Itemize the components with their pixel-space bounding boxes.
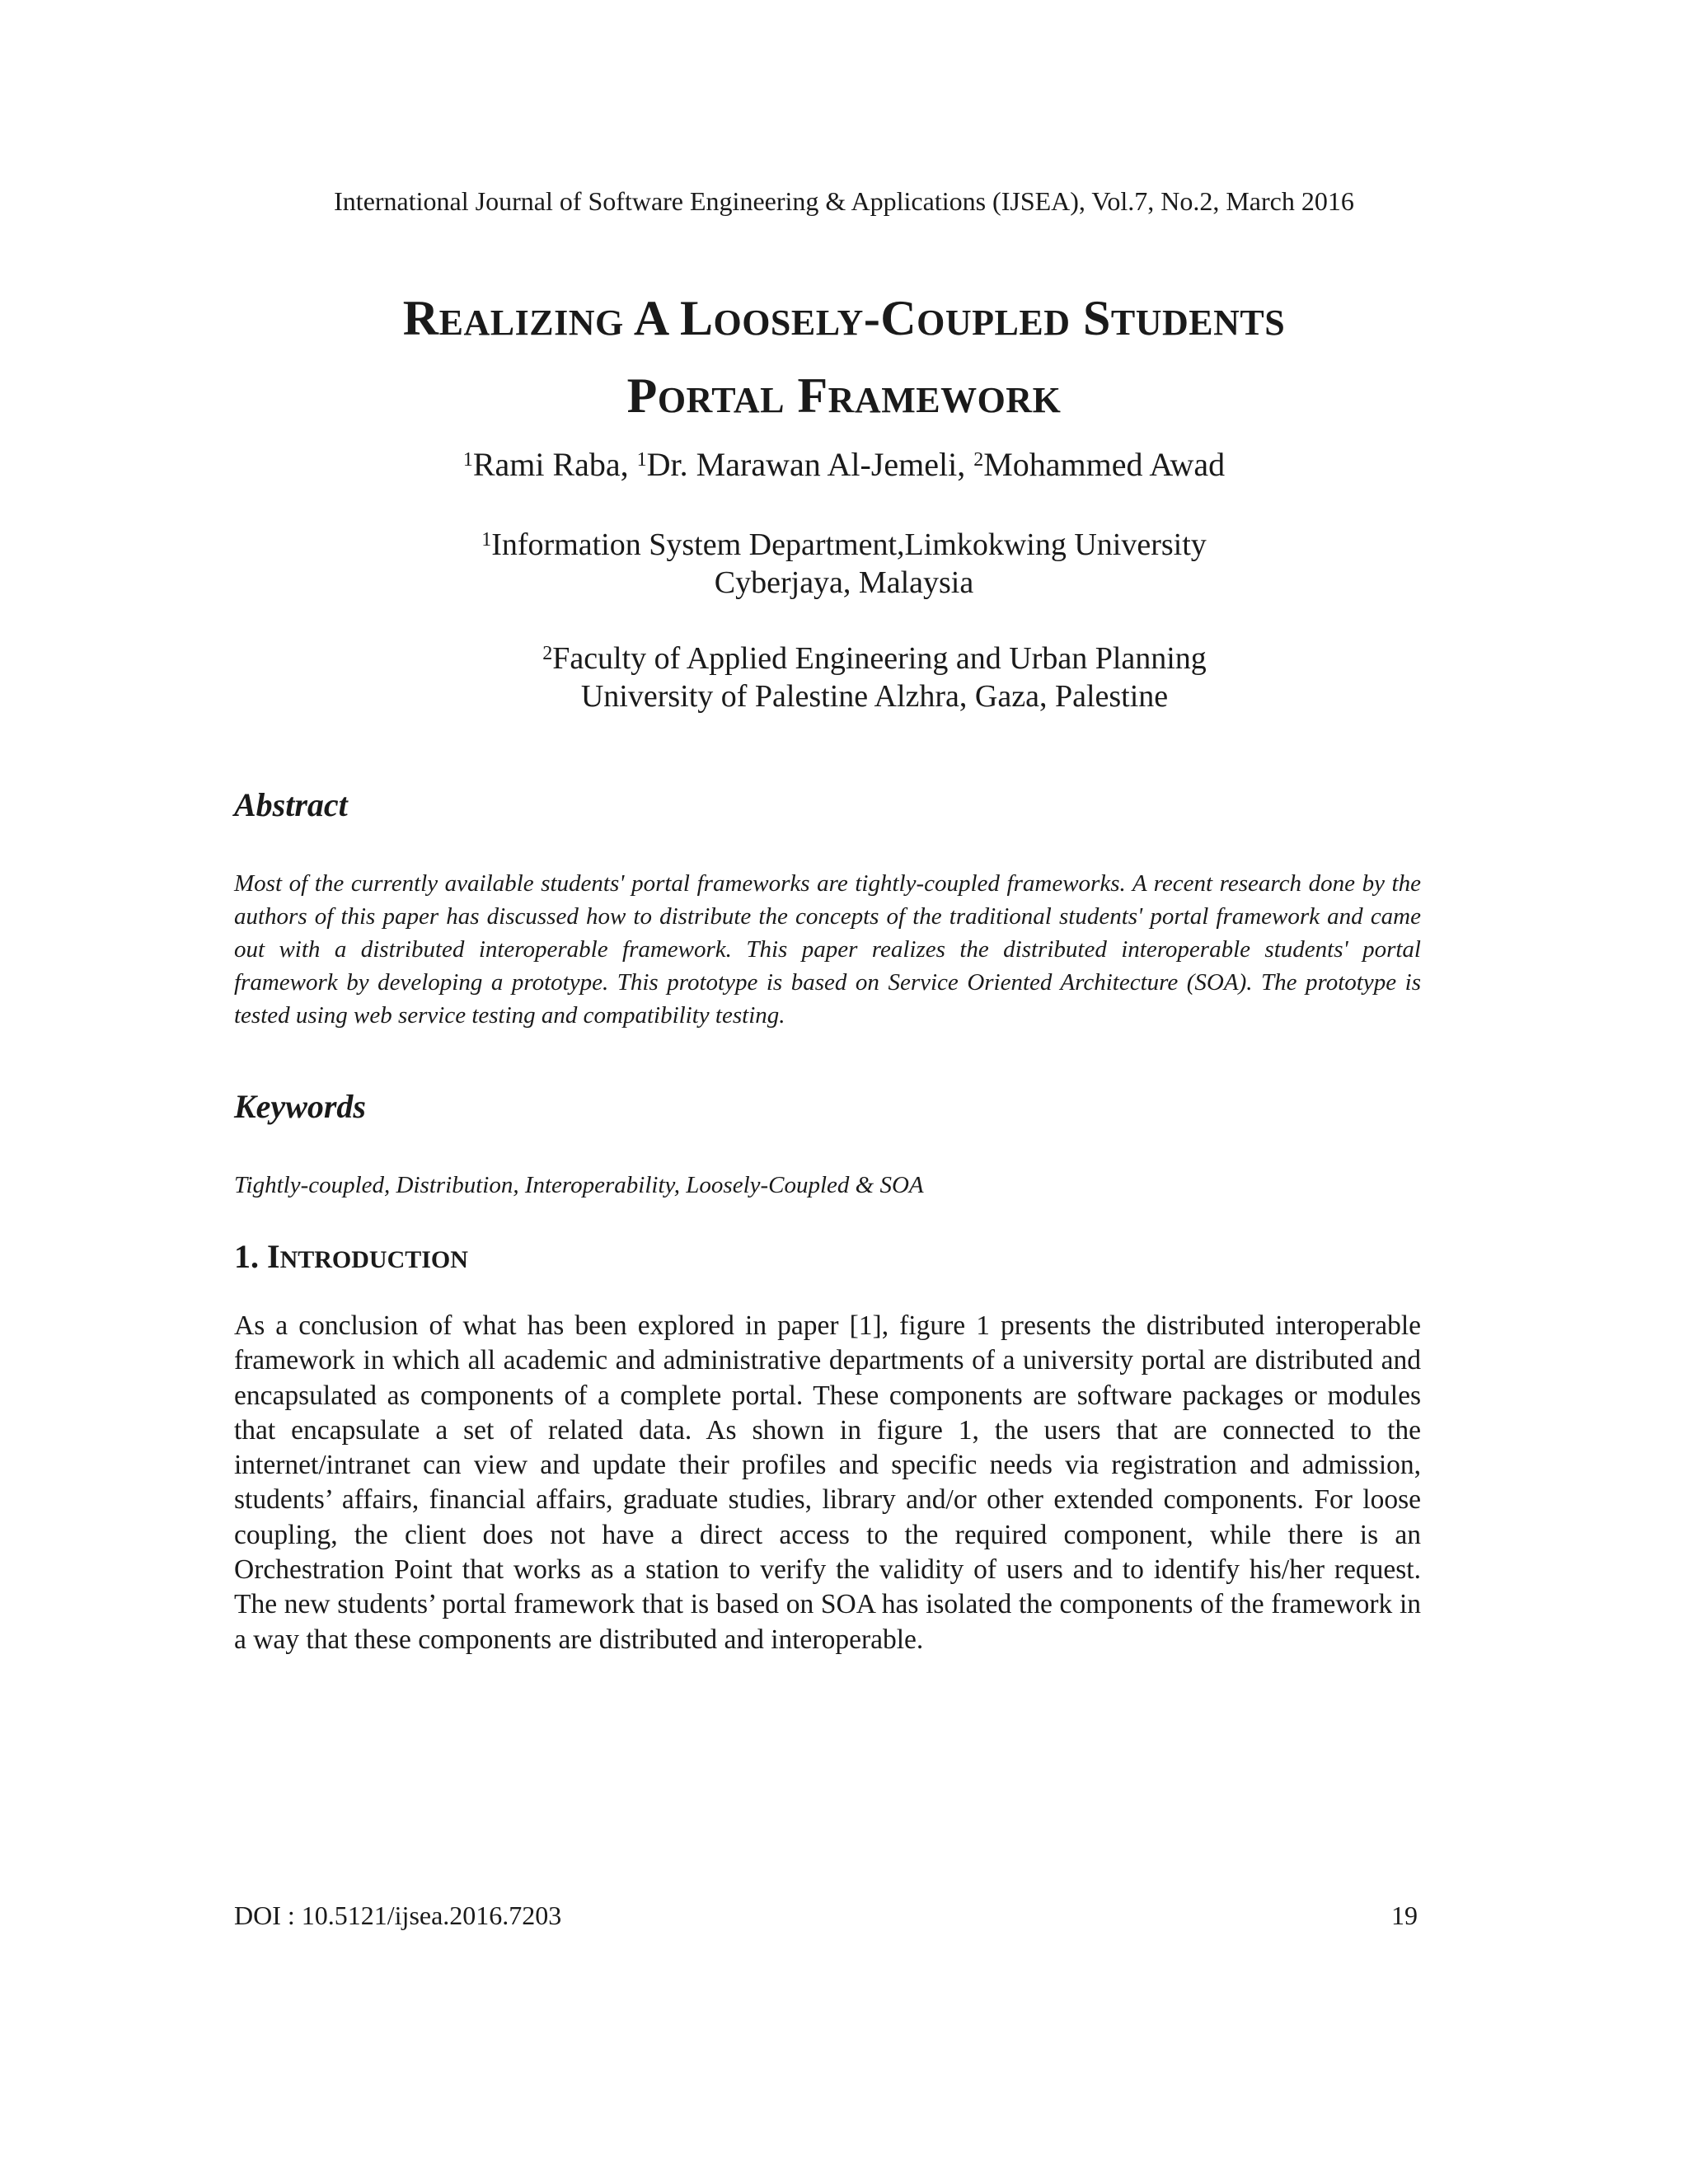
abstract-heading: Abstract bbox=[234, 786, 348, 823]
section-number: 1. bbox=[234, 1238, 259, 1275]
title-word: LOOSELY-COUPLED bbox=[679, 291, 1071, 345]
author: $^1$Rami Raba, bbox=[462, 446, 629, 483]
affiliation-2: $^2$Faculty of Applied Engineering and Urban Planning University of Palestine Alzhra, Gaza, Palestine bbox=[542, 641, 1207, 714]
keywords-text: Tightly-coupled, Distribution, Interoperability, Loosely-Coupled & SOA bbox=[234, 1172, 924, 1198]
title-line-1 bbox=[0, 282, 1688, 359]
title-word: A bbox=[633, 291, 668, 345]
affiliation-1: $^1$Information System Department,Limkokwing University Cyberjaya, Malaysia bbox=[481, 527, 1207, 600]
title-word: REALIZING bbox=[402, 291, 624, 345]
introduction-paragraph: As a conclusion of what has been explored in paper [1], figure 1 presents the distributed interoperable framework in which all academic and administrative departments of a university portal are distributed and encapsulated as components of a complete portal. These components are software packages or modules that encapsulate a set of related data. As shown in figure 1, the users that are connected to the internet/intranet can view and update their profiles and specific needs via registration and admission, students’ affairs, financial affairs, graduate studies, library and/or other extended components. For loose coupling, the client does not have a direct access to the required component, while there is an Orchestration Point that works as a station to verify the validity of users and to identify his/her request. The new students’ portal framework that is based on SOA has isolated the components of the framework in a way that these components are distributed and interoperable. bbox=[234, 1310, 1421, 1655]
author: $^1$Dr. Marawan Al-Jemeli, bbox=[636, 446, 966, 483]
running-header bbox=[0, 185, 1688, 218]
author: $^2$Mohammed Awad bbox=[973, 446, 1226, 483]
section-title: INTRODUCTION bbox=[267, 1238, 468, 1275]
doi-footer: DOI : 10.5121/ijsea.2016.7203 bbox=[234, 1900, 562, 1930]
title-word: PORTAL bbox=[626, 368, 785, 423]
title-word: FRAMEWORK bbox=[797, 368, 1062, 423]
paper-title bbox=[0, 282, 1688, 437]
introduction-heading bbox=[234, 1235, 468, 1282]
journal-header-text: International Journal of Software Engineering & Applications (IJSEA), Vol.7, No.2, March 2016 bbox=[334, 186, 1354, 216]
title-word: STUDENTS bbox=[1083, 291, 1286, 345]
keywords-heading: Keywords bbox=[234, 1088, 366, 1125]
author-list bbox=[0, 442, 1688, 488]
title-line-2 bbox=[0, 359, 1688, 437]
page-number: 19 bbox=[1391, 1900, 1418, 1930]
abstract-text: Most of the currently available students' portal frameworks are tightly-coupled frameworks. A recent research done by the authors of this paper has discussed how to distribute the concepts of the traditional students' portal framework and came out with a distributed interoperable framework. This paper realizes the distributed interoperable students' portal framework by developing a prototype. This prototype is based on Service Oriented Architecture (SOA). The prototype is tested using web service testing and compatibility testing. bbox=[234, 870, 1421, 1029]
